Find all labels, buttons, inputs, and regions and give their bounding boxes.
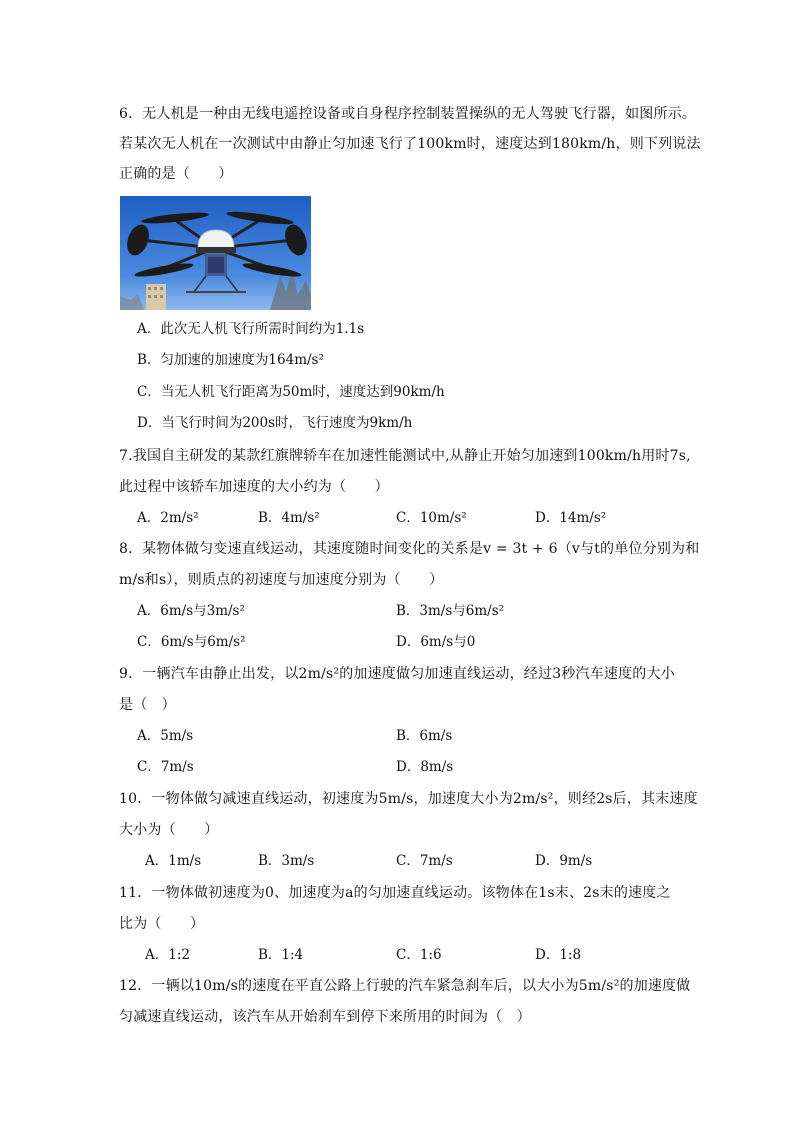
q10-stem-line1: 10．一物体做匀减速直线运动，初速度为5m/s，加速度大小为2m/s²，则经2s后，其末速度 — [119, 791, 698, 807]
q7-stem-line1: 7.我国自主研发的某款红旗牌轿车在加速性能测试中,从静止开始匀加速到100km/h用时7s, — [119, 448, 691, 464]
q10-option-d[interactable]: D．9m/s — [535, 853, 593, 869]
q10-stem-line2: 大小为（ ） — [119, 822, 219, 838]
q9-option-a[interactable]: A．5m/s — [137, 728, 194, 744]
q11-option-d[interactable]: D．1:8 — [535, 947, 582, 963]
q8-stem-line2: m/s和s），则质点的初速度与加速度分别为（ ） — [119, 572, 444, 588]
q11-stem-line2: 比为（ ） — [119, 916, 205, 932]
q11-stem-line1: 11．一物体做初速度为0、加速度为a的匀加速直线运动。该物体在1s末、2s末的速度之 — [119, 885, 671, 901]
q6-option-a[interactable]: A．此次无人机飞行所需时间约为1.1s — [137, 321, 365, 337]
q9-option-c[interactable]: C．7m/s — [137, 759, 194, 775]
q6-stem-line2: 若某次无人机在一次测试中由静止匀加速飞行了100km时，速度达到180km/h，则下列说法 — [119, 136, 701, 152]
q7-option-b[interactable]: B．4m/s² — [258, 510, 320, 526]
q12-stem-line1: 12．一辆以10m/s的速度在平直公路上行驶的汽车紧急刹车后，以大小为5m/s²的加速度做 — [119, 978, 691, 994]
q7-stem-line2: 此过程中该轿车加速度的大小约为（ ） — [119, 479, 389, 495]
q8-option-b[interactable]: B．3m/s与6m/s² — [396, 603, 505, 619]
q7-option-a[interactable]: A．2m/s² — [137, 510, 199, 526]
q8-option-c[interactable]: C．6m/s与6m/s² — [137, 634, 246, 650]
q11-option-b[interactable]: B．1:4 — [258, 947, 304, 963]
q8-option-a[interactable]: A．6m/s与3m/s² — [137, 603, 245, 619]
q11-option-c[interactable]: C．1:6 — [396, 947, 442, 963]
q6-stem-line3: 正确的是（ ） — [119, 166, 233, 182]
q8-stem-line1: 8．某物体做匀变速直线运动，其速度随时间变化的关系是v = 3t + 6（v与t的单位分别为和 — [119, 541, 700, 557]
q8-option-d[interactable]: D．6m/s与0 — [396, 634, 476, 650]
q9-option-d[interactable]: D．8m/s — [396, 759, 454, 775]
q6-option-d[interactable]: D．当飞行时间为200s时，飞行速度为9km/h — [137, 415, 413, 431]
q10-option-a[interactable]: A．1m/s — [145, 853, 202, 869]
q6-stem-line1: 6．无人机是一种由无线电遥控设备或自身程序控制装置操纵的无人驾驶飞行器，如图所示。 — [119, 106, 697, 122]
drone-illustration — [120, 196, 311, 310]
q9-option-b[interactable]: B．6m/s — [396, 728, 453, 744]
q12-stem-line2: 匀减速直线运动，该汽车从开始刹车到停下来所用的时间为（ ） — [119, 1009, 531, 1025]
q7-option-d[interactable]: D．14m/s² — [535, 510, 607, 526]
q11-option-a[interactable]: A．1:2 — [145, 947, 190, 963]
drone-photo — [120, 196, 311, 310]
q9-stem-line2: 是（ ） — [119, 697, 176, 713]
q9-stem-line1: 9．一辆汽车由静止出发，以2m/s²的加速度做匀加速直线运动，经过3秒汽车速度的大小 — [119, 666, 675, 682]
q7-option-c[interactable]: C．10m/s² — [396, 510, 467, 526]
q10-option-c[interactable]: C．7m/s — [396, 853, 453, 869]
q10-option-b[interactable]: B．3m/s — [258, 853, 315, 869]
q6-option-b[interactable]: B．匀加速的加速度为164m/s² — [137, 352, 324, 368]
q6-option-c[interactable]: C．当无人机飞行距离为50m时，速度达到90km/h — [137, 384, 445, 400]
